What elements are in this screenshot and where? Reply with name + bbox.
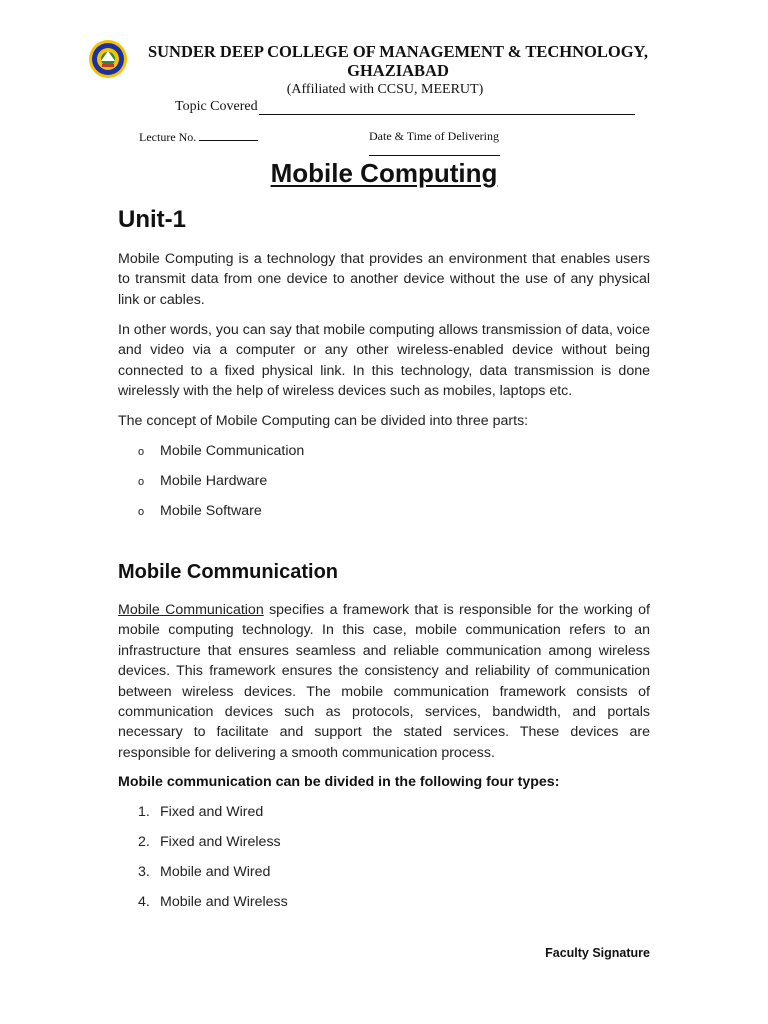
affiliation-text: (Affiliated with CCSU, MEERUT) xyxy=(286,82,484,97)
list-item: 4. Mobile and Wireless xyxy=(138,894,288,910)
mobile-communication-link[interactable]: Mobile Communication xyxy=(118,602,264,618)
faculty-signature-label: Faculty Signature xyxy=(545,946,650,960)
topic-covered-field xyxy=(175,99,635,115)
types-heading: Mobile communication can be divided in the following four types: xyxy=(118,774,560,790)
bullet-circle-icon: o xyxy=(138,506,145,518)
intro-paragraph: Mobile Computing is a technology that provides an environment that enables users to transmit data from one device to another device without the use of any physical link or cables. xyxy=(118,251,650,308)
list-item: 2. Fixed and Wireless xyxy=(138,834,281,850)
section-heading: Mobile Communication xyxy=(118,561,338,583)
other-words-paragraph: In other words, you can say that mobile computing allows transmission of data, voice and video via a computer or any other wireless-enabled device without being connected to a fixed physical link. In this technology, data transmission is done wirelessly with the help of wireless devices such as mobiles, laptops etc. xyxy=(118,322,650,400)
list-item: 3. Mobile and Wired xyxy=(138,864,271,880)
topic-covered-label: Topic Covered xyxy=(175,99,258,114)
topic-covered-blank xyxy=(259,100,635,115)
college-logo-icon xyxy=(88,39,128,79)
college-name: SUNDER DEEP COLLEGE OF MANAGEMENT & TECHNOLOGY, GHAZIABAD xyxy=(147,42,649,80)
lecture-info-row xyxy=(139,129,629,145)
list-item: o Mobile Software xyxy=(138,501,304,531)
bullet-circle-icon: o xyxy=(138,446,145,458)
unit-heading: Unit-1 xyxy=(118,206,186,233)
list-item: o Mobile Hardware xyxy=(138,471,304,501)
document-title: Mobile Computing xyxy=(270,158,498,188)
parts-list xyxy=(138,441,304,531)
concept-paragraph: The concept of Mobile Computing can be divided into three parts: xyxy=(118,413,529,429)
lecture-no-label: Lecture No. xyxy=(139,130,197,144)
date-time-blank xyxy=(369,144,500,156)
list-item: o Mobile Communication xyxy=(138,441,304,471)
list-item: 1. Fixed and Wired xyxy=(138,804,264,820)
date-time-label: Date & Time of Delivering xyxy=(369,129,499,143)
types-list xyxy=(138,802,288,922)
lecture-no-blank xyxy=(199,129,258,141)
mobile-communication-paragraph: Mobile Communication specifies a framework that is responsible for the working of mobile computing technology. In this case, mobile communication refers to an infrastructure that ensures seamless and reliable communication among wireless devices. This framework ensures the consistency and reliability of communication between wireless devices. The mobile communication framework consists of communication devices such as protocols, services, bandwidth, and portals necessary to facilitate and support the stated services. These devices are responsible for delivering a smooth communication process. xyxy=(118,602,650,761)
bullet-circle-icon: o xyxy=(138,476,145,488)
date-time-field xyxy=(369,129,629,160)
